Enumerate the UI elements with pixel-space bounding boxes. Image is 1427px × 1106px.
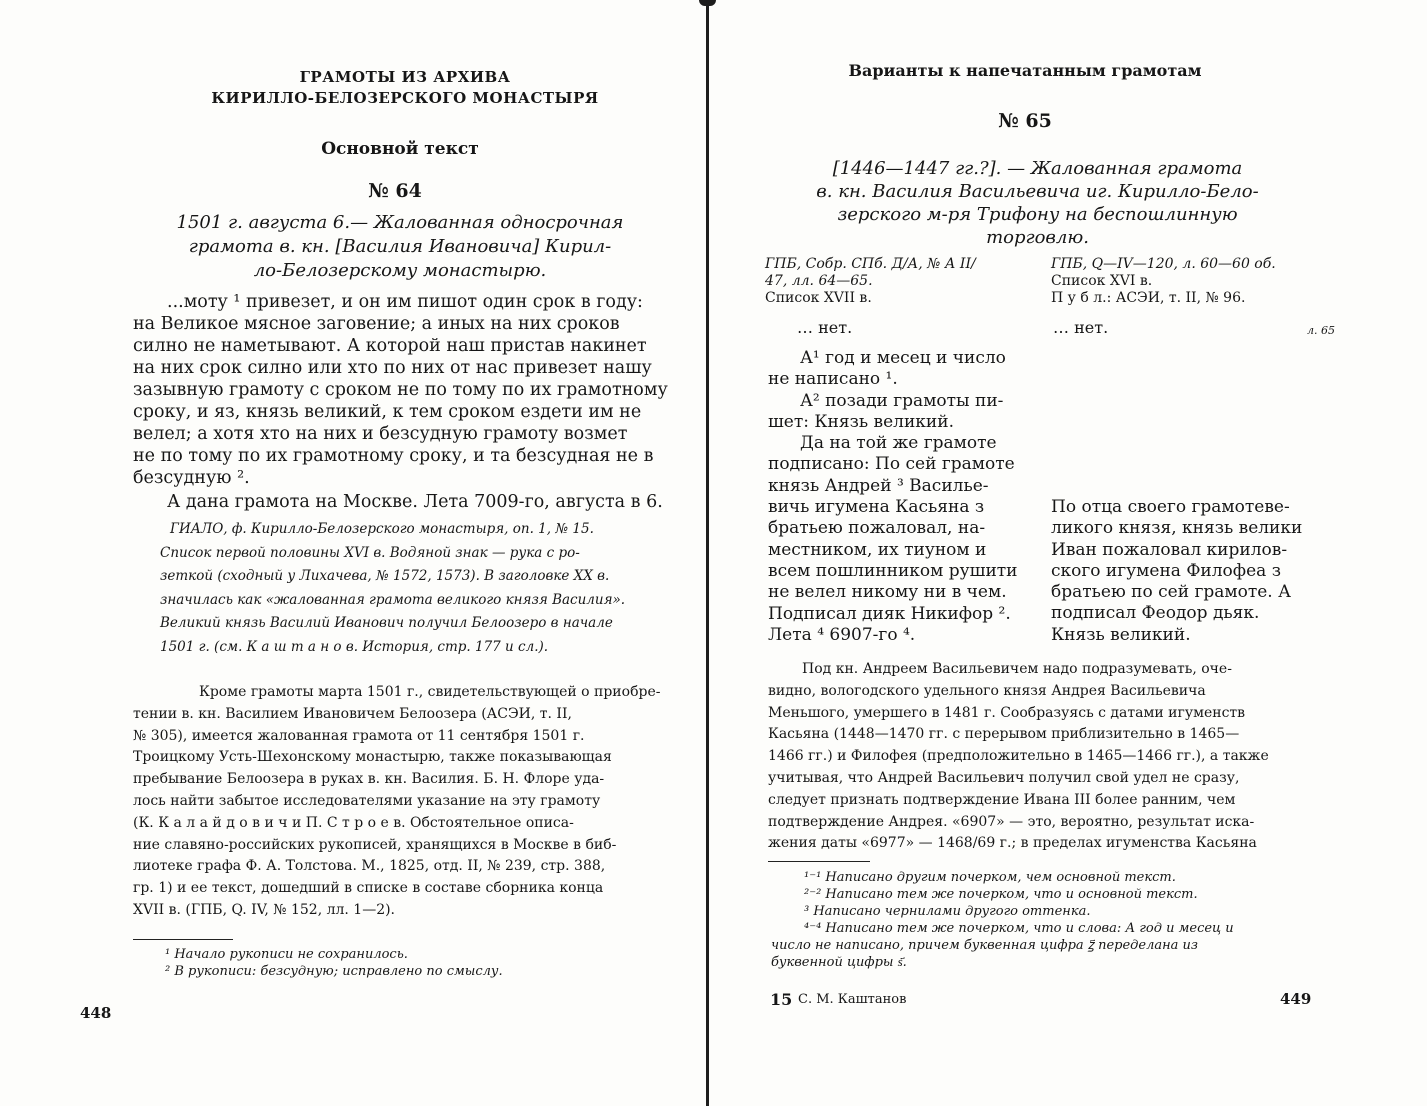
archive-note-line: 1501 г. (см. К а ш т а н о в. История, стр. 177 и сл.). <box>160 638 549 655</box>
commentary <box>768 659 1313 855</box>
text-line: велел; а хотя хто на них и безсудную грамоту возмет <box>133 424 628 444</box>
commentary-line: лиотеке графа Ф. А. Толстова. М., 1825, отд. II, № 239, стр. 388, <box>133 858 606 875</box>
commentary <box>133 682 673 922</box>
commentary-line: Под кн. Андреем Васильевичем надо подразумевать, оче- <box>802 661 1232 677</box>
section-title: Основной текст <box>321 139 479 159</box>
variant-line: подписал Феодор дьяк. <box>1051 603 1260 624</box>
commentary-line: Меньшого, умершего в 1481 г. Сообразуясь с датами игуменств <box>768 704 1246 721</box>
document-number: № 64 <box>368 180 422 202</box>
page-number: 449 <box>1280 990 1312 1008</box>
document-title-line: торговлю. <box>986 227 1089 248</box>
commentary-line: ние славяно-российских рукописей, хранящихся в Москве в биб- <box>133 836 617 853</box>
document-title-line: в. кн. Василия Васильевича иг. Кирилло-Бело- <box>816 181 1259 202</box>
footnote: ³ Написано чернилами другого оттенка. <box>804 904 1091 919</box>
right-page <box>715 0 1427 1106</box>
variant-line: братьею по сей грамоте. А <box>1051 582 1291 603</box>
source-line: Список XVII в. <box>765 290 872 306</box>
archive-note-line: зеткой (сходный у Лихачева, № 1572, 1573). В заголовке XX в. <box>160 568 610 584</box>
commentary-line: учитывая, что Андрей Васильевич получил свой удел не сразу, <box>768 769 1240 786</box>
document-title <box>810 157 1265 249</box>
document-title-line: 1501 г. августа 6.— Жалованная односрочная <box>176 212 624 233</box>
text-line: безсудную ². <box>133 468 250 488</box>
date-line: А дана грамота на Москве. Лета 7009-го, августа в 6. <box>167 492 663 512</box>
footnote-rule <box>133 939 233 940</box>
commentary-line: видно, вологодского удельного князя Андрея Васильевича <box>768 682 1206 699</box>
variant-line: шет: Князь великий. <box>768 411 954 432</box>
variant-line: Подписал дияк Никифор ². <box>768 603 1011 624</box>
archive-heading-line2: КИРИЛЛО-БЕЛОЗЕРСКОГО МОНАСТЫРЯ <box>211 89 599 107</box>
footnote: ²⁻² Написано тем же почерком, что и основной текст. <box>804 887 1198 902</box>
page-number: 448 <box>80 1004 112 1022</box>
charter-main-text <box>133 291 673 513</box>
commentary-line: Касьяна (1448—1470 гг. с перерывом приблизительно в 1465— <box>768 726 1240 743</box>
commentary-line: гр. 1) и ее текст, дошедший в списке в составе сборника конца <box>133 880 604 897</box>
variant-line: князь Андрей ³ Василье- <box>768 475 989 496</box>
variant-line: А² позади грамоты пи- <box>800 390 1004 411</box>
archive-note-line: ГИАЛО, ф. Кирилло-Белозерского монастыря, оп. 1, № 15. <box>170 521 594 537</box>
text-line: ...моту ¹ привезет, и он им пишот один срок в году: <box>167 292 643 312</box>
archive-note-line: значилась как «жалованная грамота великого князя Василия». <box>160 591 626 608</box>
left-column-source <box>765 256 1035 307</box>
variant-line: Князь великий. <box>1051 624 1191 645</box>
source-line: 47, лл. 64—65. <box>765 273 873 289</box>
commentary-line: лось найти забытое исследователями указание на эту грамоту <box>133 792 601 809</box>
variant-line: местником, их тиуном и <box>768 539 987 560</box>
text-line: сроку, и яз, князь великий, к тем сроком ездети им не <box>133 402 642 422</box>
variant-line: ского игумена Филофеа з <box>1051 560 1281 581</box>
commentary-line: Троицкому Усть-Шехонскому монастырю, также показывающая <box>133 749 612 766</box>
commentary-line: XVII в. (ГПБ, Q. IV, № 152, лл. 1—2). <box>133 901 396 918</box>
footnotes <box>771 869 1313 971</box>
variant-line: По отца своего грамотеве- <box>1051 497 1290 517</box>
variant-line: всем пошлинником рушити <box>768 560 1018 581</box>
commentary-line: (К. К а л а й д о в и ч и П. С т р о е в. Обстоятельное описа- <box>133 814 574 831</box>
commentary-line: тении в. кн. Василием Ивановичем Белоозера (АСЭИ, т. II, <box>133 705 572 722</box>
signature-mark: 15 <box>770 990 793 1009</box>
document-title-line: грамота в. кн. [Василия Ивановича] Кирил- <box>188 236 612 257</box>
signature-author: С. М. Каштанов <box>798 992 907 1007</box>
footnote: ¹⁻¹ Написано другим почерком, чем основной текст. <box>804 870 1176 885</box>
left-column-text <box>768 348 1028 646</box>
commentary-line: Кроме грамоты марта 1501 г., свидетельствующей о приобре- <box>199 684 661 700</box>
variant-line: не велел никому ни в чем. <box>768 582 1007 603</box>
variant-line: А¹ год и месец и число <box>800 348 1006 368</box>
footnote: буквенной цифры ѕ҃. <box>771 955 907 970</box>
right-column-none: … нет. <box>1053 318 1109 337</box>
footnote: ¹ Начало рукописи не сохранилось. <box>165 947 408 962</box>
variant-line: не написано ¹. <box>768 369 898 390</box>
right-column-text <box>1051 497 1313 646</box>
text-line: не по тому по их грамотному сроку, и та безсудная не в <box>133 446 654 466</box>
footnote: ² В рукописи: безсудную; исправлено по смыслу. <box>165 964 503 979</box>
variant-line: Да на той же грамоте <box>800 433 997 454</box>
commentary-line: следует признать подтверждение Ивана III более ранним, чем <box>768 791 1236 808</box>
commentary-line: жения даты «6977» — 1468/69 г.; в пределах игуменства Касьяна <box>768 835 1257 852</box>
left-page <box>0 0 712 1106</box>
right-column-source <box>1051 256 1321 307</box>
variant-line: ликого князя, князь велики <box>1051 518 1303 539</box>
variant-line: подписано: По сей грамоте <box>768 454 1015 475</box>
footnotes <box>165 946 675 980</box>
footnote: число не написано, причем буквенная цифра ꙁ҃ переделана из <box>771 938 1199 953</box>
variant-line: Лета ⁴ 6907-го ⁴. <box>768 624 916 645</box>
commentary-line: пребывание Белоозера в руках в. кн. Василия. Б. Н. Флоре уда- <box>133 771 605 788</box>
margin-note: л. 65 <box>1307 324 1335 337</box>
commentary-line: 1466 гг.) и Филофея (предположительно в 1465—1466 гг.), а также <box>768 748 1269 765</box>
source-line: ГПБ, Собр. СПб. Д/А, № А II/ <box>765 256 976 272</box>
archive-note-line: Список первой половины XVI в. Водяной знак — рука с ро- <box>160 544 580 561</box>
archive-note <box>160 518 675 659</box>
source-line: ГПБ, Q—IV—120, л. 60—60 об. <box>1051 256 1276 272</box>
text-line: на них срок силно или хто по них от нас привезет нашу <box>133 358 652 378</box>
footnote: ⁴⁻⁴ Написано тем же почерком, что и слова: А год и месец и <box>804 921 1234 936</box>
text-line: на Великое мясное заговение; а иных на них сроков <box>133 314 620 334</box>
source-line: Список XVI в. <box>1051 273 1153 289</box>
text-line: силно не наметывают. А которой наш пристав накинет <box>133 336 647 356</box>
left-column-none: … нет. <box>797 318 853 337</box>
source-line: П у б л.: АСЭИ, т. II, № 96. <box>1051 290 1246 306</box>
document-title-line: зерского м-ря Трифону на беспошлинную <box>837 204 1238 225</box>
document-number: № 65 <box>998 110 1052 132</box>
document-title-line: [1446—1447 гг.?]. — Жалованная грамота <box>832 158 1243 179</box>
text-line: зазывную грамоту с сроком не по тому по их грамотному <box>133 380 668 400</box>
commentary-line: № 305), имеется жалованная грамота от 11 сентября 1501 г. <box>133 727 585 744</box>
document-title <box>150 211 650 283</box>
variants-heading: Варианты к напечатанным грамотам <box>848 61 1202 80</box>
variant-line: Иван пожаловал кирилов- <box>1051 539 1288 560</box>
archive-note-line: Великий князь Василий Иванович получил Белоозеро в начале <box>160 615 613 631</box>
variant-line: вичь игумена Касьяна з <box>768 497 985 518</box>
variant-line: братьею пожаловал, на- <box>768 518 986 539</box>
document-title-line: ло-Белозерскому монастырю. <box>253 260 547 281</box>
commentary-line: подтверждение Андрея. «6907» — это, вероятно, результат иска- <box>768 813 1255 830</box>
archive-heading-line1: ГРАМОТЫ ИЗ АРХИВА <box>299 68 511 86</box>
footnote-rule <box>768 861 870 862</box>
